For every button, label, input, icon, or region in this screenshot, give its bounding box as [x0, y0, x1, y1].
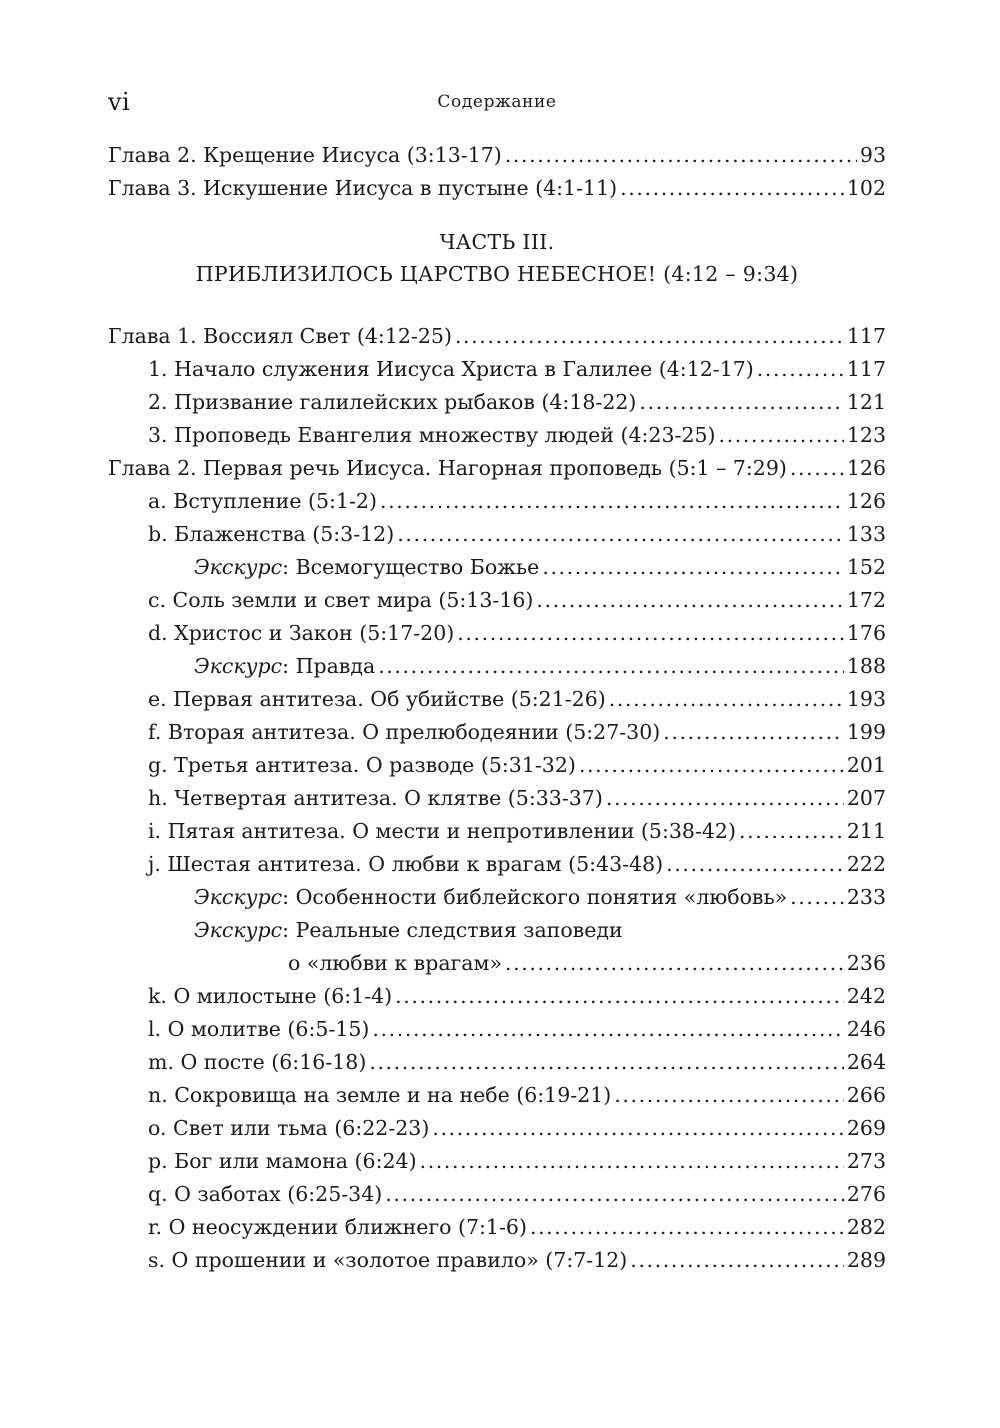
toc-entry-excursus-first-line[interactable] — [108, 914, 886, 947]
excursus-title: : Реальные следствия заповеди — [282, 918, 623, 942]
toc-entry-label: m. О посте (6:16-18) — [148, 1050, 367, 1074]
toc-entry-label — [194, 881, 787, 914]
toc-entry-page: 172 — [846, 588, 886, 612]
leader-dots — [380, 485, 844, 518]
leader-dots — [639, 386, 843, 419]
leader-dots — [739, 815, 844, 848]
toc-entry-page: 211 — [846, 819, 886, 843]
toc-entry[interactable] — [108, 782, 886, 815]
leader-dots — [455, 320, 844, 353]
toc-entry-excursus[interactable] — [108, 650, 886, 683]
part-heading — [108, 226, 886, 290]
toc-entry-label: p. Бог или мамона (6:24) — [148, 1149, 417, 1173]
toc-entry[interactable] — [108, 1112, 886, 1145]
toc-entry-label: о «любви к врагам» — [288, 951, 502, 975]
toc-entry-page: 236 — [846, 951, 886, 975]
toc-entry[interactable] — [108, 353, 886, 386]
excursus-prefix: Экскурс — [194, 918, 283, 942]
toc-entry-label: 1. Начало служения Иисуса Христа в Галилее (4:12-17) — [148, 357, 754, 381]
toc-entry[interactable] — [108, 1079, 886, 1112]
toc-entry[interactable] — [108, 1244, 886, 1277]
toc-entry-page: 264 — [846, 1050, 886, 1074]
leader-dots — [630, 1244, 844, 1277]
toc-entry[interactable] — [108, 980, 886, 1013]
toc-entry-page: 126 — [846, 456, 886, 480]
leader-dots — [757, 353, 844, 386]
toc-entry[interactable] — [108, 172, 886, 205]
toc-entry-label: a. Вступление (5:1-2) — [148, 489, 377, 513]
toc-entry-page: 123 — [846, 423, 886, 447]
toc-entry-page: 133 — [846, 522, 886, 546]
toc-entry[interactable] — [108, 617, 886, 650]
leader-dots — [385, 1178, 844, 1211]
toc-entry-label: Глава 3. Искушение Иисуса в пустыне (4:1-11) — [108, 176, 618, 200]
toc-entry-label — [194, 650, 375, 683]
part-heading-title: ПРИБЛИЗИЛОСЬ ЦАРСТВО НЕБЕСНОЕ! (4:12 – 9:34) — [195, 262, 799, 286]
toc-entry-page: 199 — [846, 720, 886, 744]
toc-entry-label: 3. Проповедь Евангелия множеству людей (4:23-25) — [148, 423, 716, 447]
toc-entry-label: l. О молитве (6:5-15) — [148, 1017, 370, 1041]
toc-entry-page: 126 — [846, 489, 886, 513]
toc-entry-label: i. Пятая антитеза. О мести и непротивлении (5:38-42) — [148, 819, 736, 843]
leader-dots — [536, 584, 843, 617]
toc-entry-page: 188 — [846, 654, 886, 678]
excursus-title: : Правда — [282, 654, 376, 678]
leader-dots — [457, 617, 844, 650]
leader-dots — [663, 716, 844, 749]
page-number: vi — [108, 88, 131, 116]
toc-entry-label: e. Первая антитеза. Об убийстве (5:21-26) — [148, 687, 606, 711]
excursus-title: : Всемогущество Божье — [282, 555, 540, 579]
running-head — [108, 88, 886, 118]
toc-entry-label: Глава 2. Первая речь Иисуса. Нагорная проповедь (5:1 – 7:29) — [108, 456, 787, 480]
toc-entry[interactable] — [108, 1145, 886, 1178]
toc-entry[interactable] — [108, 683, 886, 716]
toc-entry-page: 93 — [859, 143, 886, 167]
leader-dots — [372, 1013, 843, 1046]
toc-entry-chapter[interactable] — [108, 452, 886, 485]
excursus-prefix: Экскурс — [194, 555, 283, 579]
toc-entry-excursus-continuation[interactable] — [108, 947, 886, 980]
part-heading-number: ЧАСТЬ III. — [439, 230, 555, 254]
toc-entry-page: 117 — [846, 324, 886, 348]
toc-entry-label: b. Блаженства (5:3-12) — [148, 522, 395, 546]
toc-entry-page: 121 — [846, 390, 886, 414]
toc-entry[interactable] — [108, 848, 886, 881]
toc-entry-page: 282 — [846, 1215, 886, 1239]
toc-entry-excursus[interactable] — [108, 551, 886, 584]
toc-entry-page: 242 — [846, 984, 886, 1008]
toc-entry-page: 222 — [846, 852, 886, 876]
toc-entry-page: 266 — [846, 1083, 886, 1107]
toc-entry-label: Глава 2. Крещение Иисуса (3:13-17) — [108, 143, 502, 167]
toc-entry-label: h. Четвертая антитеза. О клятве (5:33-37) — [148, 786, 603, 810]
toc-entry-label: j. Шестая антитеза. О любви к врагам (5:43-48) — [148, 852, 664, 876]
toc-entry-label: k. О милостыне (6:1-4) — [148, 984, 393, 1008]
toc-entry[interactable] — [108, 815, 886, 848]
toc-entry[interactable] — [108, 419, 886, 452]
leader-dots — [606, 782, 844, 815]
leader-dots — [719, 419, 844, 452]
leader-dots — [378, 650, 844, 683]
toc-entry-page: 193 — [846, 687, 886, 711]
leader-dots — [609, 683, 844, 716]
toc-entry-page: 102 — [846, 176, 886, 200]
excursus-title: : Особенности библейского понятия «любовь» — [282, 885, 788, 909]
toc-entry[interactable] — [108, 1211, 886, 1244]
leader-dots — [397, 518, 844, 551]
toc-entry-label: n. Сокровища на земле и на небе (6:19-21) — [148, 1083, 612, 1107]
toc-entry[interactable] — [108, 1178, 886, 1211]
toc-entry[interactable] — [108, 716, 886, 749]
toc-entry-page: 152 — [846, 555, 886, 579]
toc-top-section — [108, 139, 886, 205]
toc-entry-label: g. Третья антитеза. О разводе (5:31-32) — [148, 753, 576, 777]
toc-entry-label: Глава 1. Воссиял Свет (4:12-25) — [108, 324, 452, 348]
excursus-prefix: Экскурс — [194, 654, 283, 678]
toc-entry-label — [194, 551, 539, 584]
toc-entry-page: 207 — [846, 786, 886, 810]
toc-entry-label: r. О неосуждении ближнего (7:1-6) — [148, 1215, 527, 1239]
leader-dots — [395, 980, 844, 1013]
leader-dots — [790, 881, 844, 914]
toc-entry[interactable] — [108, 1046, 886, 1079]
toc-entry[interactable] — [108, 386, 886, 419]
leader-dots — [579, 749, 844, 782]
toc-entry-page: 117 — [846, 357, 886, 381]
toc-entry[interactable] — [108, 518, 886, 551]
toc-entry-page: 176 — [846, 621, 886, 645]
toc-entry[interactable] — [108, 485, 886, 518]
toc-entry-page: 289 — [846, 1248, 886, 1272]
toc-entry-page: 246 — [846, 1017, 886, 1041]
toc-entry-label: d. Христос и Закон (5:17-20) — [148, 621, 455, 645]
toc-entry-page: 276 — [846, 1182, 886, 1206]
toc-entry-label: f. Вторая антитеза. О прелюбодеянии (5:27-30) — [148, 720, 661, 744]
toc-entry[interactable] — [108, 139, 886, 172]
toc-entry-excursus[interactable] — [108, 881, 886, 914]
toc-entry-label: 2. Призвание галилейских рыбаков (4:18-22) — [148, 390, 637, 414]
leader-dots — [432, 1112, 844, 1145]
toc-entry[interactable] — [108, 749, 886, 782]
leader-dots — [614, 1079, 844, 1112]
toc-entry-label: c. Соль земли и свет мира (5:13-16) — [148, 588, 534, 612]
toc-entry-label: q. О заботах (6:25-34) — [148, 1182, 383, 1206]
toc-entry[interactable] — [108, 584, 886, 617]
leader-dots — [505, 947, 844, 980]
leader-dots — [790, 452, 844, 485]
toc-entry-page: 269 — [846, 1116, 886, 1140]
toc-entry-page: 273 — [846, 1149, 886, 1173]
leader-dots — [505, 139, 857, 172]
toc-entry[interactable] — [108, 1013, 886, 1046]
leader-dots — [542, 551, 844, 584]
toc-main-section — [108, 320, 886, 1277]
toc-entry-label: o. Свет или тьма (6:22-23) — [148, 1116, 430, 1140]
toc-entry-page: 233 — [846, 885, 886, 909]
leader-dots — [666, 848, 844, 881]
excursus-prefix: Экскурс — [194, 885, 283, 909]
running-title: Содержание — [437, 92, 557, 112]
leader-dots — [420, 1145, 844, 1178]
leader-dots — [369, 1046, 844, 1079]
toc-entry-label: s. О прошении и «золотое правило» (7:7-12) — [148, 1248, 628, 1272]
leader-dots — [620, 172, 844, 205]
toc-entry-chapter[interactable] — [108, 320, 886, 353]
leader-dots — [530, 1211, 844, 1244]
toc-entry-page: 201 — [846, 753, 886, 777]
